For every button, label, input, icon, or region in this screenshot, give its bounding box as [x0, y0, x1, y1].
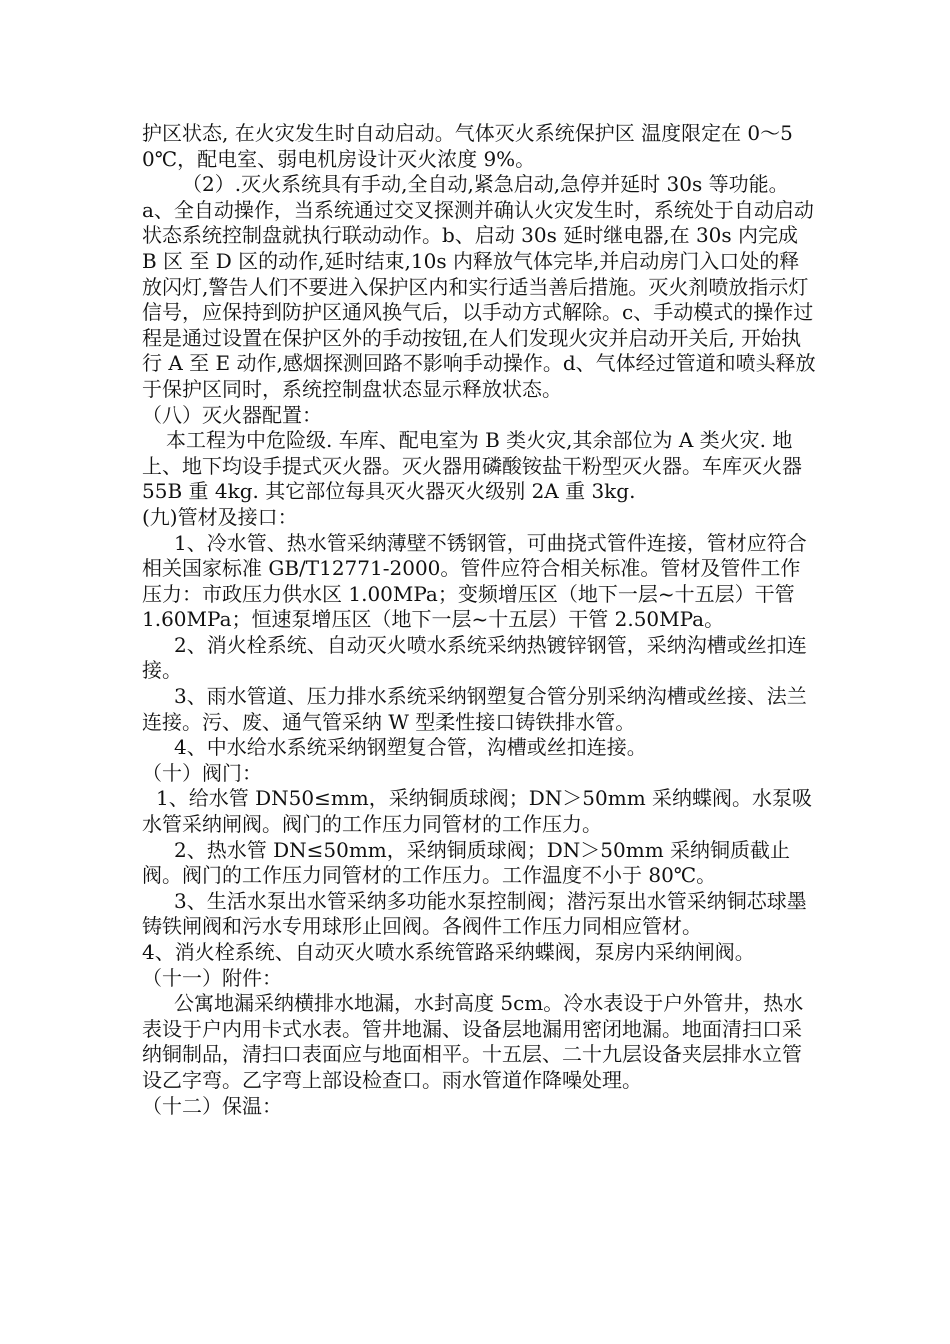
document-body [142, 121, 818, 1119]
section-heading-pipes-and-joints: (九)管材及接口： [142, 504, 298, 529]
paragraph-valves-item-3: 3、生活水泵出水管采纳多功能水泵控制阀；潜污泵出水管采纳铜芯球墨铸铁闸阀和污水专用球形止回阀。各阀件工作压力同相应管材。 [142, 888, 807, 939]
section-heading-valves: （十）阀门： [142, 760, 262, 785]
paragraph-valves-item-2: 2、热水管 DN≤50mm，采纳铜质球阀；DN＞50mm 采纳铜质截止阀。阀门的工作压力同管材的工作压力。工作温度不小于 80℃。 [142, 837, 791, 888]
section-heading-extinguisher-config: （八）灭火器配置： [142, 402, 322, 427]
paragraph-pipes-item-3: 3、雨水管道、压力排水系统采纳钢塑复合管分别采纳沟槽或丝接、法兰连接。污、废、通气管采纳 W 型柔性接口铸铁排水管。 [142, 684, 807, 734]
paragraph-extinguishing-system-modes: （2）.灭火系统具有手动,全自动,紧急启动,急停并延时 30s 等功能。a、全自动操作，当系统通过交叉探测并确认火灾发生时，系统处于自动启动状态系统控制盘就执行联动动作。b、启动 30s 延时继电器,在 30s 内完成 B 区 至 D 区的动作,延时结束,10s 内释放气体完毕,并启动房门入口处的释放闪灯,警告人们不要进入保护区内和实行适当善后措施。灭火剂喷放指示灯信号，应保持到防护区通风换气后，以手动方式解除。c、手动模式的操作过程是通过设置在保护区外的手动按钮,在人们发现火灾并启动开关后, 开始执行 A 至 E 动作,感烟探测回路不影响手动操作。d、气体经过管道和喷头释放于保护区同时，系统控制盘状态显示释放状态。 [142, 172, 816, 401]
paragraph-gas-protection-zone: 护区状态, 在火灾发生时自动启动。气体灭火系统保护区 温度限定在 0～50℃，配电室、弱电机房设计灭火浓度 9%。 [142, 121, 793, 171]
paragraph-extinguisher-config: 本工程为中危险级. 车库、配电室为 B 类火灾,其余部位为 A 类火灾. 地上、地下均设手提式灭火器。灭火器用磷酸铵盐干粉型灭火器。车库灭火器 55B 重 4kg. 其它部位每具灭火器灭火级别 2A 重 3kg. [142, 428, 802, 504]
paragraph-pipes-item-4: 4、中水给水系统采纳钢塑复合管，沟槽或丝扣连接。 [174, 735, 647, 760]
paragraph-accessories: 公寓地漏采纳横排水地漏，水封高度 5cm。冷水表设于户外管井，热水表设于户内用卡式水表。管井地漏、设备层地漏用密闭地漏。地面清扫口采纳铜制品，清扫口表面应与地面相平。十五层、二十九层设备夹层排水立管设乙字弯。乙字弯上部设检查口。雨水管道作降噪处理。 [142, 991, 804, 1092]
paragraph-pipes-item-2: 2、消火栓系统、自动灭火喷水系统采纳热镀锌钢管，采纳沟槽或丝扣连接。 [142, 632, 807, 683]
paragraph-valves-item-4: 4、消火栓系统、自动灭火喷水系统管路采纳蝶阀，泵房内采纳闸阀。 [142, 940, 755, 964]
section-heading-accessories: （十一）附件： [142, 965, 282, 990]
section-heading-insulation: （十二）保温： [142, 1093, 282, 1118]
paragraph-pipes-item-1: 1、冷水管、热水管采纳薄壁不锈钢管，可曲挠式管件连接，管材应符合相关国家标准 GB/T12771-2000。管件应符合相关标准。管材及管件工作压力：市政压力供水区 1.00MPa；变频增压区（地下一层~十五层）干管 1.60MPa；恒速泵增压区（地下一层~十五层）干管 2.50MPa。 [142, 530, 807, 632]
paragraph-valves-item-1: 1、给水管 DN50≤mm，采纳铜质球阀；DN＞50mm 采纳蝶阀。水泵吸水管采纳闸阀。阀门的工作压力同管材的工作压力。 [142, 786, 813, 837]
